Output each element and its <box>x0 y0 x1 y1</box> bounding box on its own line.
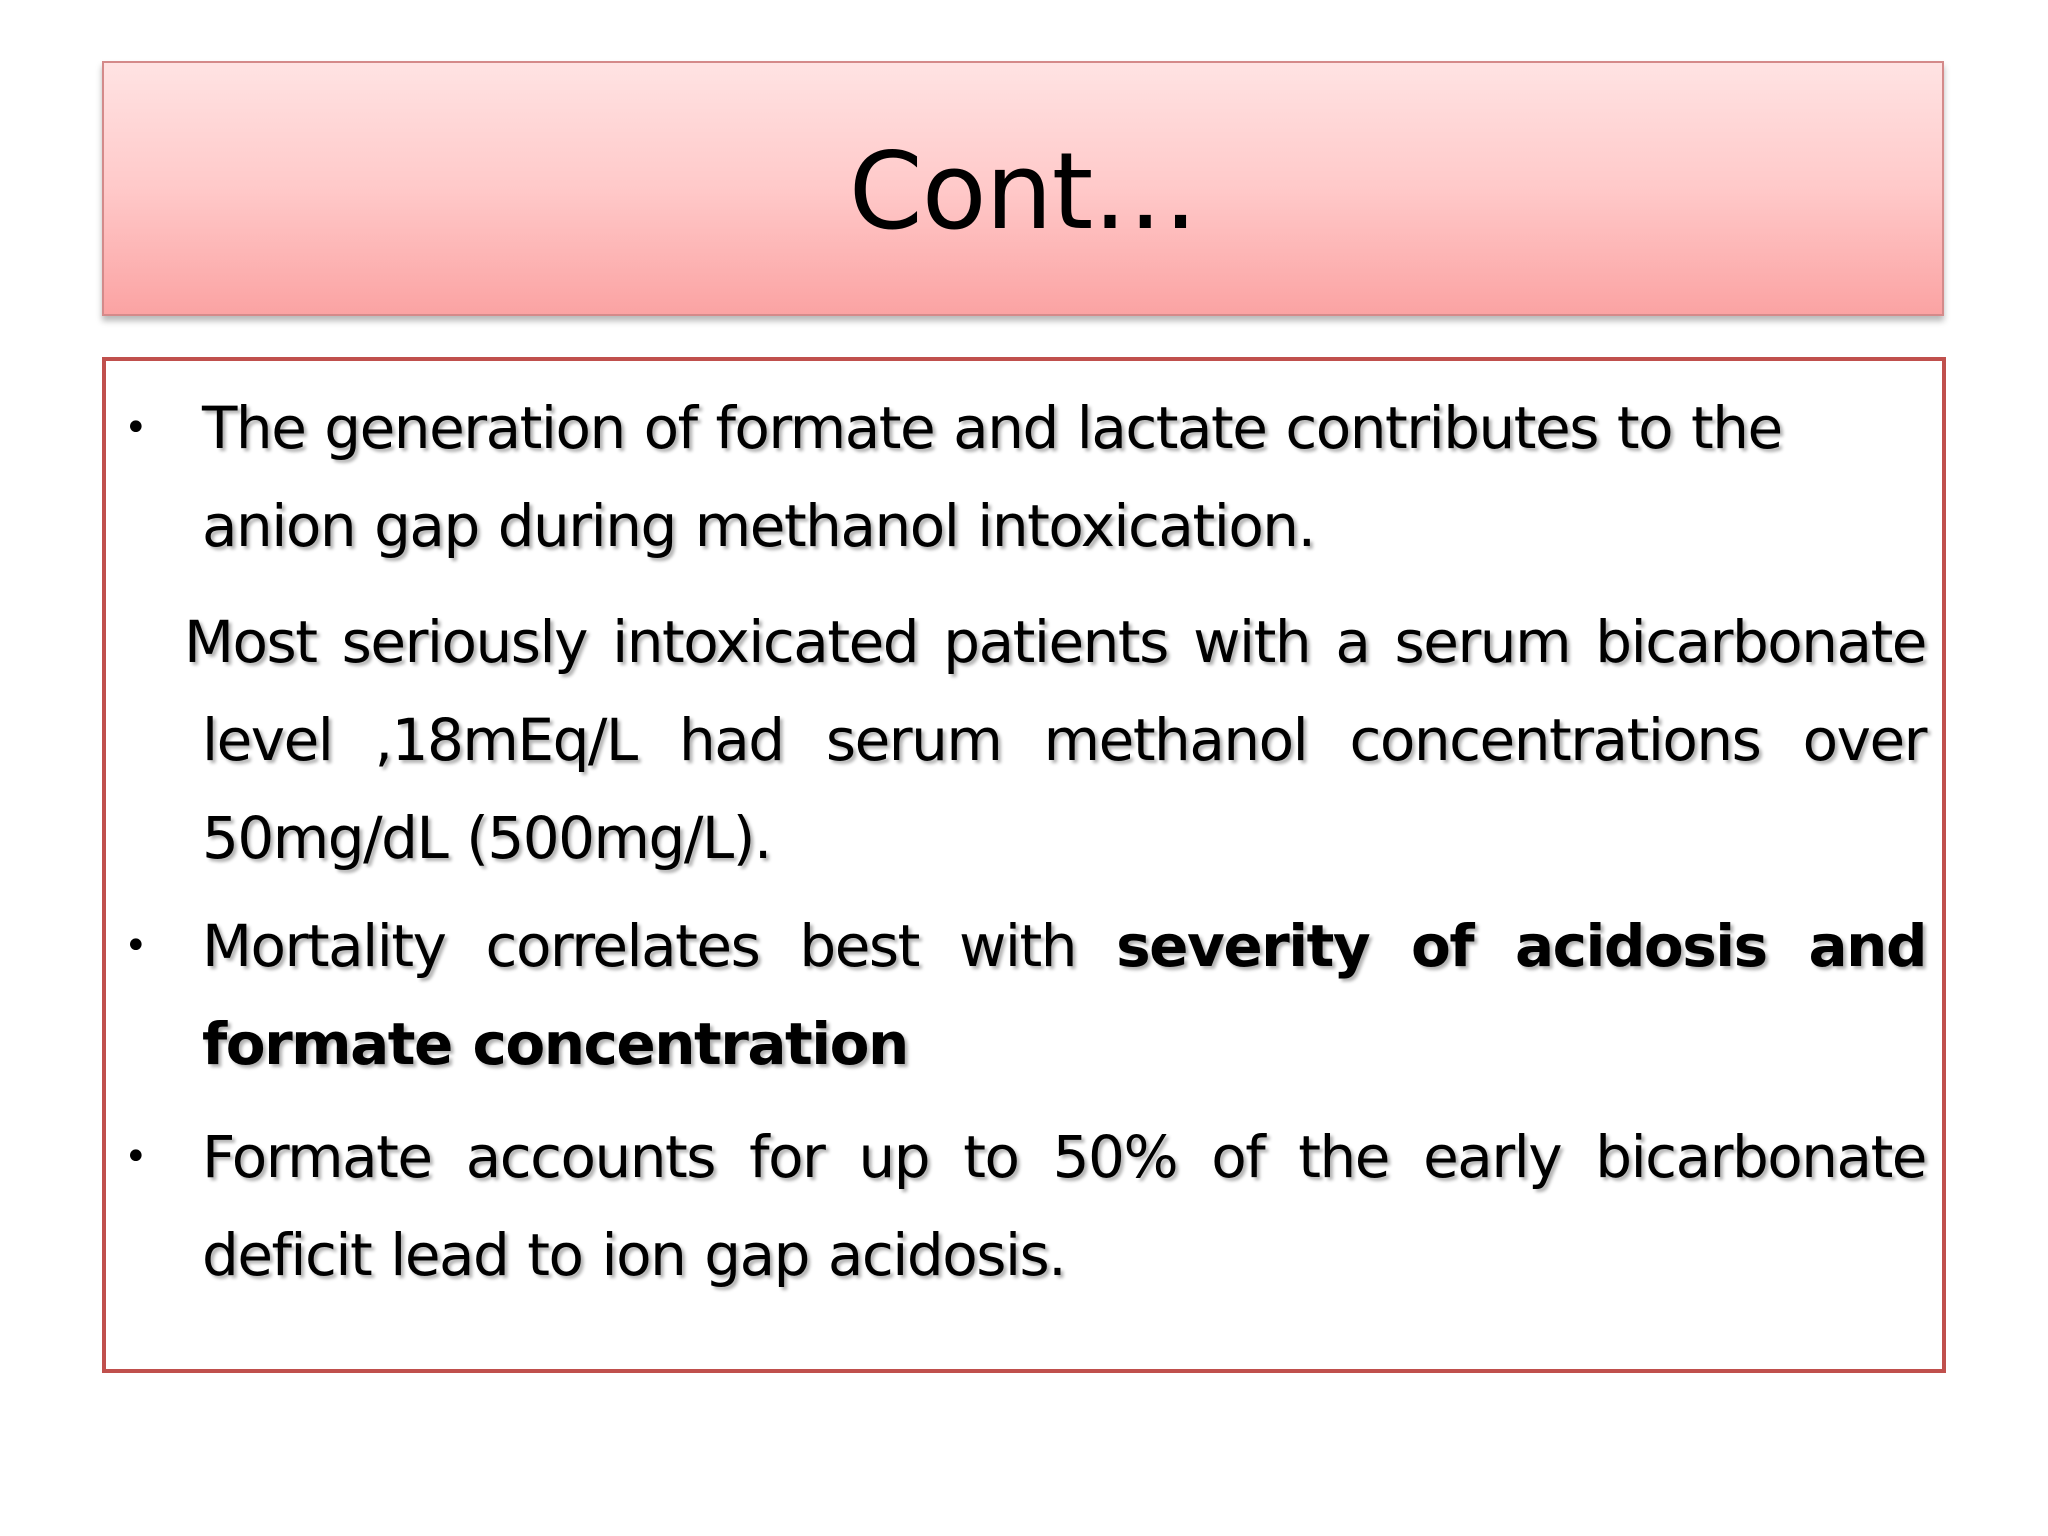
text-line: deficit lead to ion gap acidosis. <box>202 1221 1066 1289</box>
normal-text: Mortality correlates best with <box>202 912 1077 980</box>
text-line: Most seriously intoxicated patients with a serum bicarbonate <box>184 608 1926 676</box>
bullet-dot: • <box>124 405 148 451</box>
title-placeholder <box>102 61 1944 316</box>
text-line: The generation of formate and lactate contributes to the <box>202 394 1782 462</box>
bullet-dot: • <box>124 1134 148 1180</box>
content-placeholder <box>102 357 1946 1373</box>
paragraph-text <box>202 691 1926 887</box>
bullet-dot: • <box>124 923 148 969</box>
bold-text-line: formate concentration <box>202 1010 908 1078</box>
bullet-text <box>202 897 1926 1093</box>
bold-text: severity of acidosis and <box>1116 912 1926 980</box>
text-line <box>202 897 1926 995</box>
bullet-text <box>202 379 1926 575</box>
text-line: level ,18mEq/L had serum methanol concentrations over <box>202 706 1926 774</box>
slide-title: Cont… <box>848 129 1198 253</box>
text-line: Formate accounts for up to 50% of the early bicarbonate <box>202 1123 1926 1191</box>
paragraph-text <box>184 593 1926 691</box>
text-line: anion gap during methanol intoxication. <box>202 492 1315 560</box>
text-line: 50mg/dL (500mg/L). <box>202 804 771 872</box>
bullet-text <box>202 1108 1926 1304</box>
